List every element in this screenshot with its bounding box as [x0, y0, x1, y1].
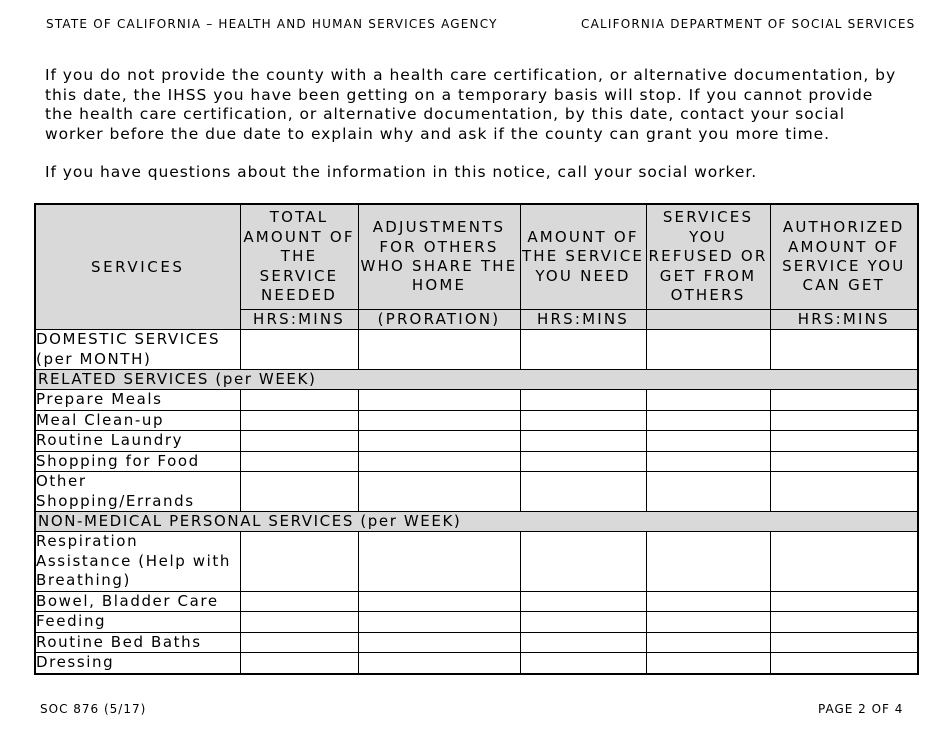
table-row [35, 390, 918, 411]
cell-respiration-authorized[interactable] [770, 532, 918, 592]
table-header-row [35, 204, 918, 310]
notice-paragraph-questions: If you have questions about the information in this notice, call your social worker. [45, 163, 758, 181]
row-label-feeding: Feeding [35, 612, 240, 633]
department-header: CALIFORNIA DEPARTMENT OF SOCIAL SERVICES [581, 17, 916, 31]
table-row [35, 632, 918, 653]
cell-dressing-proration[interactable] [358, 653, 520, 674]
row-label-meal-cleanup: Meal Clean-up [35, 410, 240, 431]
cell-respiration-need[interactable] [520, 532, 646, 592]
row-label-dressing: Dressing [35, 653, 240, 674]
cell-meal-cleanup-total[interactable] [240, 410, 358, 431]
table-row [35, 612, 918, 633]
row-label-routine-laundry: Routine Laundry [35, 431, 240, 452]
cell-laundry-authorized[interactable] [770, 431, 918, 452]
cell-bowel-total[interactable] [240, 591, 358, 612]
cell-domestic-proration[interactable] [358, 330, 520, 370]
table-row [35, 591, 918, 612]
row-label-other-shopping: Other Shopping/Errands [35, 472, 240, 512]
cell-prepare-meals-total[interactable] [240, 390, 358, 411]
cell-domestic-need[interactable] [520, 330, 646, 370]
cell-prepare-meals-authorized[interactable] [770, 390, 918, 411]
cell-domestic-total[interactable] [240, 330, 358, 370]
row-label-shopping-food: Shopping for Food [35, 451, 240, 472]
cell-prepare-meals-proration[interactable] [358, 390, 520, 411]
unit-refused-services [646, 310, 770, 330]
cell-feeding-authorized[interactable] [770, 612, 918, 633]
column-header-authorized-amount: AUTHORIZED AMOUNT OF SERVICE YOU CAN GET [770, 204, 918, 310]
column-header-services: SERVICES [35, 204, 240, 330]
cell-prepare-meals-refused[interactable] [646, 390, 770, 411]
row-label-bed-baths: Routine Bed Baths [35, 632, 240, 653]
cell-laundry-refused[interactable] [646, 431, 770, 452]
column-header-refused-services: SERVICES YOU REFUSED OR GET FROM OTHERS [646, 204, 770, 310]
cell-other-shopping-refused[interactable] [646, 472, 770, 512]
column-header-adjustments: ADJUSTMENTS FOR OTHERS WHO SHARE THE HOME [358, 204, 520, 310]
cell-shopping-food-total[interactable] [240, 451, 358, 472]
services-table [34, 203, 919, 675]
cell-meal-cleanup-authorized[interactable] [770, 410, 918, 431]
cell-dressing-need[interactable] [520, 653, 646, 674]
cell-bed-baths-need[interactable] [520, 632, 646, 653]
section-row-nonmedical-services [35, 512, 918, 532]
cell-feeding-proration[interactable] [358, 612, 520, 633]
cell-shopping-food-need[interactable] [520, 451, 646, 472]
cell-respiration-proration[interactable] [358, 532, 520, 592]
unit-adjustments: (PRORATION) [358, 310, 520, 330]
cell-feeding-need[interactable] [520, 612, 646, 633]
unit-amount-you-need: HRS:MINS [520, 310, 646, 330]
section-row-related-services [35, 370, 918, 390]
unit-total-amount: HRS:MINS [240, 310, 358, 330]
cell-feeding-refused[interactable] [646, 612, 770, 633]
cell-dressing-refused[interactable] [646, 653, 770, 674]
cell-shopping-food-refused[interactable] [646, 451, 770, 472]
cell-respiration-total[interactable] [240, 532, 358, 592]
column-header-total-amount: TOTAL AMOUNT OF THE SERVICE NEEDED [240, 204, 358, 310]
cell-other-shopping-authorized[interactable] [770, 472, 918, 512]
cell-respiration-refused[interactable] [646, 532, 770, 592]
cell-domestic-refused[interactable] [646, 330, 770, 370]
section-label-related-services: RELATED SERVICES (per WEEK) [35, 370, 918, 390]
cell-dressing-authorized[interactable] [770, 653, 918, 674]
agency-header: STATE OF CALIFORNIA – HEALTH AND HUMAN SERVICES AGENCY [46, 17, 498, 31]
table-row [35, 410, 918, 431]
page-number: PAGE 2 OF 4 [818, 702, 904, 716]
cell-dressing-total[interactable] [240, 653, 358, 674]
cell-bed-baths-refused[interactable] [646, 632, 770, 653]
table-row [35, 653, 918, 674]
cell-bed-baths-proration[interactable] [358, 632, 520, 653]
form-id: SOC 876 (5/17) [40, 702, 147, 716]
table-row [35, 431, 918, 452]
cell-laundry-need[interactable] [520, 431, 646, 452]
row-label-bowel-bladder: Bowel, Bladder Care [35, 591, 240, 612]
cell-feeding-total[interactable] [240, 612, 358, 633]
cell-meal-cleanup-need[interactable] [520, 410, 646, 431]
cell-meal-cleanup-refused[interactable] [646, 410, 770, 431]
cell-meal-cleanup-proration[interactable] [358, 410, 520, 431]
cell-other-shopping-total[interactable] [240, 472, 358, 512]
table-row [35, 330, 918, 370]
cell-bowel-proration[interactable] [358, 591, 520, 612]
cell-laundry-total[interactable] [240, 431, 358, 452]
cell-bowel-refused[interactable] [646, 591, 770, 612]
cell-prepare-meals-need[interactable] [520, 390, 646, 411]
notice-paragraph-certification: If you do not provide the county with a health care certification, or alternative documentation, by this date, the IHSS you have been getting on a temporary basis will stop. If you cannot provide the health care certification, or alternative documentation, by this date, contact your social worker before the due date to explain why and ask if the county can grant you more time. [45, 66, 897, 143]
unit-authorized-amount: HRS:MINS [770, 310, 918, 330]
cell-shopping-food-proration[interactable] [358, 451, 520, 472]
table-row [35, 472, 918, 512]
cell-bed-baths-total[interactable] [240, 632, 358, 653]
cell-domestic-authorized[interactable] [770, 330, 918, 370]
section-label-nonmedical-services: NON-MEDICAL PERSONAL SERVICES (per WEEK) [35, 512, 918, 532]
row-label-domestic-services: DOMESTIC SERVICES (per MONTH) [35, 330, 240, 370]
cell-other-shopping-need[interactable] [520, 472, 646, 512]
table-row [35, 532, 918, 592]
row-label-prepare-meals: Prepare Meals [35, 390, 240, 411]
cell-shopping-food-authorized[interactable] [770, 451, 918, 472]
cell-bowel-need[interactable] [520, 591, 646, 612]
column-header-amount-you-need: AMOUNT OF THE SERVICE YOU NEED [520, 204, 646, 310]
cell-laundry-proration[interactable] [358, 431, 520, 452]
table-row [35, 451, 918, 472]
cell-bowel-authorized[interactable] [770, 591, 918, 612]
cell-other-shopping-proration[interactable] [358, 472, 520, 512]
row-label-respiration: Respiration Assistance (Help with Breathing) [35, 532, 240, 592]
cell-bed-baths-authorized[interactable] [770, 632, 918, 653]
